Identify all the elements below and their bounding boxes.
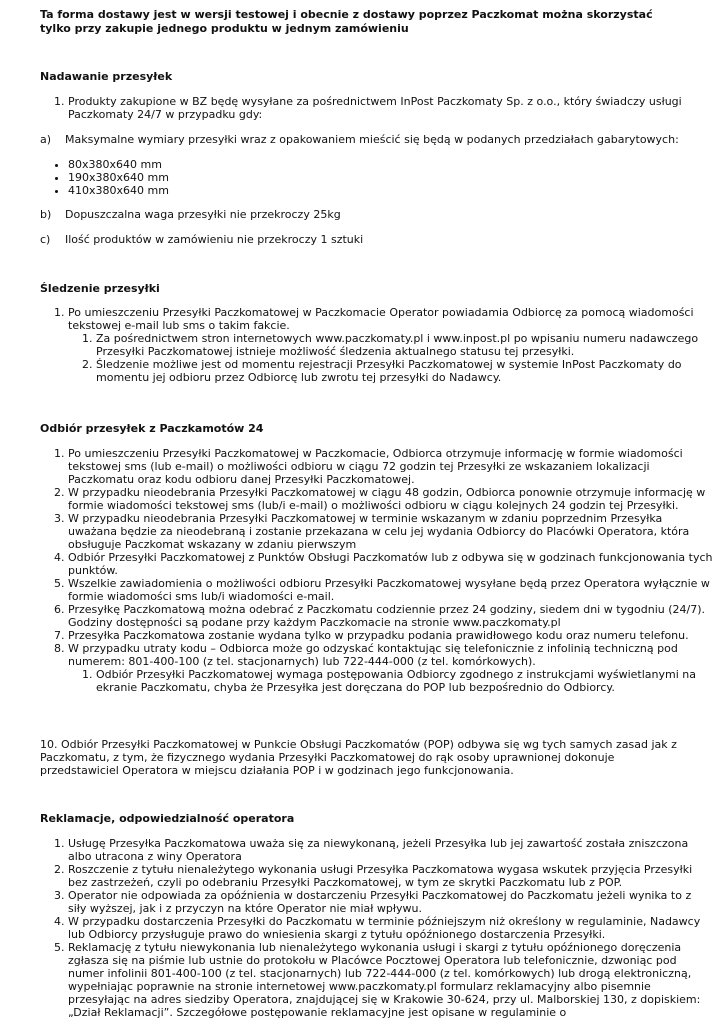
pop-pickup-paragraph: 10. Odbiór Przesyłki Paczkomatowej w Punkcie Obsługi Paczkomatów (POP) odbywa się wg tych samych zasad jak z Paczkomatu, z tym, że fizycznego wydania Przesyłki Paczkomatowej do rąk osoby uprawnionej dokonuje przedstawiciel Operatora w miejscu działania POP i w godzinach jego funkcjonowania. bbox=[40, 738, 677, 777]
list-item: 5. Wszelkie zawiadomienia o możliwości odbioru Przesyłki Paczkomatowej wysyłane będą przez Operatora wyłącznie w formie wiadomości sms lub/i wiadomości e-mail. bbox=[68, 577, 713, 603]
sending-list bbox=[40, 95, 713, 121]
list-item: • 80x380x640 mm bbox=[68, 158, 713, 171]
list-item bbox=[68, 642, 713, 694]
section-title-pickup: Odbiór przesyłek z Paczkamotów 24 bbox=[40, 422, 264, 435]
list-item-text: Po umieszczeniu Przesyłki Paczkomatowej w Paczkomacie Operator powiadamia Odbiorcę za pomocą wiadomości tekstowej e-mail lub sms o takim fakcie. bbox=[68, 306, 694, 332]
list-item: 7. Przesyłka Paczkomatowa zostanie wydana tylko w przypadku podania prawidłowego kodu oraz numeru telefonu. bbox=[68, 629, 713, 642]
list-item: 1. Usługę Przesyłka Paczkomatowa uważa się za niewykonaną, jeżeli Przesyłka lub jej zawartość została zniszczona albo utracona z winy Operatora bbox=[68, 837, 713, 863]
list-item: 2. W przypadku nieodebrania Przesyłki Paczkomatowej w ciągu 48 godzin, Odbiorca ponownie otrzymuje informację w formie wiadomości tekstowej sms (lub/i e-mail) o możliwości odbioru w ciągu kolejnych 24 godzin tej Przesyłki. bbox=[68, 486, 713, 512]
list-item: 4. W przypadku dostarczenia Przesyłki do Paczkomatu w terminie późniejszym niż określony w regulaminie, Nadawcy lub Odbiorcy przysługuje prawo do wniesienia skargi z tytułu opóźnionego dostarczenia Przesyłki. bbox=[68, 915, 713, 941]
list-item: 1. Po umieszczeniu Przesyłki Paczkomatowej w Paczkomacie, Odbiorca otrzymuje informację w formie wiadomości tekstowej sms (lub e-mail) o możliwości odbioru w ciągu 72 godzin tej Przesyłki ze wskazaniem lokalizacji Paczkomatu oraz kodu odbioru danej Przesyłki Paczkomatowej. bbox=[68, 447, 713, 486]
list-item: 3. W przypadku nieodebrania Przesyłki Paczkomatowej w terminie wskazanym w zdaniu poprzednim Przesyłka uważana będzie za nieodebraną i zostanie przekazana w celu jej wydania Odbiorcy do Placówki Operatora, która obsługuje Paczkomat wskazany w zdaniu pierwszym bbox=[68, 512, 713, 551]
test-notice: Ta forma dostawy jest w wersji testowej i obecnie z dostawy poprzez Paczkomat można skorzystać tylko przy zakupie jednego produktu w jednym zamówieniu bbox=[40, 8, 653, 35]
pickup-sublist bbox=[68, 668, 713, 694]
tracking-sublist bbox=[68, 332, 713, 384]
condition-text: Dopuszczalna waga przesyłki nie przekroczy 25kg bbox=[65, 208, 341, 221]
condition-text: Maksymalne wymiary przesyłki wraz z opakowaniem mieścić się będą w podanych przedziałach gabarytowych: bbox=[65, 133, 679, 146]
list-item: 3. Operator nie odpowiada za opóźnienia w dostarczeniu Przesyłki Paczkomatowej do Paczkomatu jeżeli wynika to z siły wyższej, jak i z przyczyn na które Operator nie miał wpływu. bbox=[68, 889, 713, 915]
section-title-complaints: Reklamacje, odpowiedzialność operatora bbox=[40, 812, 295, 825]
dimensions-list bbox=[40, 158, 713, 197]
list-item: 2. Roszczenie z tytułu nienależytego wykonania usługi Przesyłka Paczkomatowa wygasa wskutek przyjęcia Przesyłki bez zastrzeżeń, czyli po odebraniu Przesyłki Paczkomatowej, w tym ze skrytki Paczkomatu lub z POP. bbox=[68, 863, 713, 889]
condition-text: Ilość produktów w zamówieniu nie przekroczy 1 sztuki bbox=[65, 233, 364, 246]
condition-a bbox=[40, 133, 685, 146]
list-item-text: W przypadku utraty kodu – Odbiorca może go odzyskać kontaktując się telefonicznie z infolinią techniczną pod numerem: 801-400-100 (z tel. stacjonarnych) lub 722-444-000 (z tel. komórkowych). bbox=[68, 642, 678, 668]
section-title-sending: Nadawanie przesyłek bbox=[40, 70, 173, 83]
list-item: 2. Śledzenie możliwe jest od momentu rejestracji Przesyłki Paczkomatowej w systemie InPost Paczkomaty do momentu jej odbioru przez Odbiorcę lub zwrotu tej przesyłki do Nadawcy. bbox=[96, 358, 713, 384]
list-item: 5. Reklamację z tytułu niewykonania lub nienależytego wykonania usługi i skargi z tytułu opóźnionego doręczenia zgłasza się na piśmie lub ustnie do protokołu w Placówce Pocztowej Operatora lub telefonicznie, dzwoniąc pod numer infolinii 801-400-100 (z tel. stacjonarnych) lub 722-444-000 (z tel. komórkowych) lub drogą elektroniczną, wypełniając poprawnie na stronie internetowej www.paczkomaty.pl formularz reklamacyjny albo pisemnie przesyłając na adres siedziby Operatora, znajdującej się w Krakowie 30-624, przy ul. Malborskiej 130, z dopiskiem: „Dział Reklamacji”. Szczegółowe postępowanie reklamacyjne jest opisane w regulaminie o bbox=[68, 941, 713, 1019]
list-item: 6. Przesyłkę Paczkomatową można odebrać z Paczkomatu codziennie przez 24 godziny, siedem dni w tygodniu (24/7). Godziny dostępności są podane przy każdym Paczkomacie na stronie www.paczkomaty.pl bbox=[68, 603, 713, 629]
condition-letter: c) bbox=[40, 233, 51, 246]
condition-letter: b) bbox=[40, 208, 52, 221]
complaints-list bbox=[40, 837, 713, 1019]
list-item bbox=[68, 306, 713, 384]
list-item: 1. Za pośrednictwem stron internetowych www.paczkomaty.pl i www.inpost.pl po wpisaniu numeru nadawczego Przesyłki Paczkomatowej istnieje możliwość śledzenia aktualnego statusu tej przesyłki. bbox=[96, 332, 713, 358]
section-title-tracking: Śledzenie przesyłki bbox=[40, 282, 160, 295]
pickup-list bbox=[40, 447, 713, 694]
list-item: 1. Produkty zakupione w BZ będę wysyłane za pośrednictwem InPost Paczkomaty Sp. z o.o., który świadczy usługi Paczkomaty 24/7 w przypadku gdy: bbox=[68, 95, 713, 121]
tracking-list bbox=[40, 306, 713, 384]
condition-letter: a) bbox=[40, 133, 52, 146]
list-item: 1. Odbiór Przesyłki Paczkomatowej wymaga postępowania Odbiorcy zgodnego z instrukcjami wyświetlanymi na ekranie Paczkomatu, chyba że Przesyłka jest doręczana do POP lub bezpośrednio do Odbiorcy. bbox=[96, 668, 713, 694]
list-item: 4. Odbiór Przesyłki Paczkomatowej z Punktów Obsługi Paczkomatów lub z odbywa się w godzinach funkcjonowania tych punktów. bbox=[68, 551, 713, 577]
list-item: • 190x380x640 mm bbox=[68, 171, 713, 184]
condition-b bbox=[40, 208, 685, 221]
list-item: • 410x380x640 mm bbox=[68, 184, 713, 197]
condition-c bbox=[40, 233, 685, 246]
